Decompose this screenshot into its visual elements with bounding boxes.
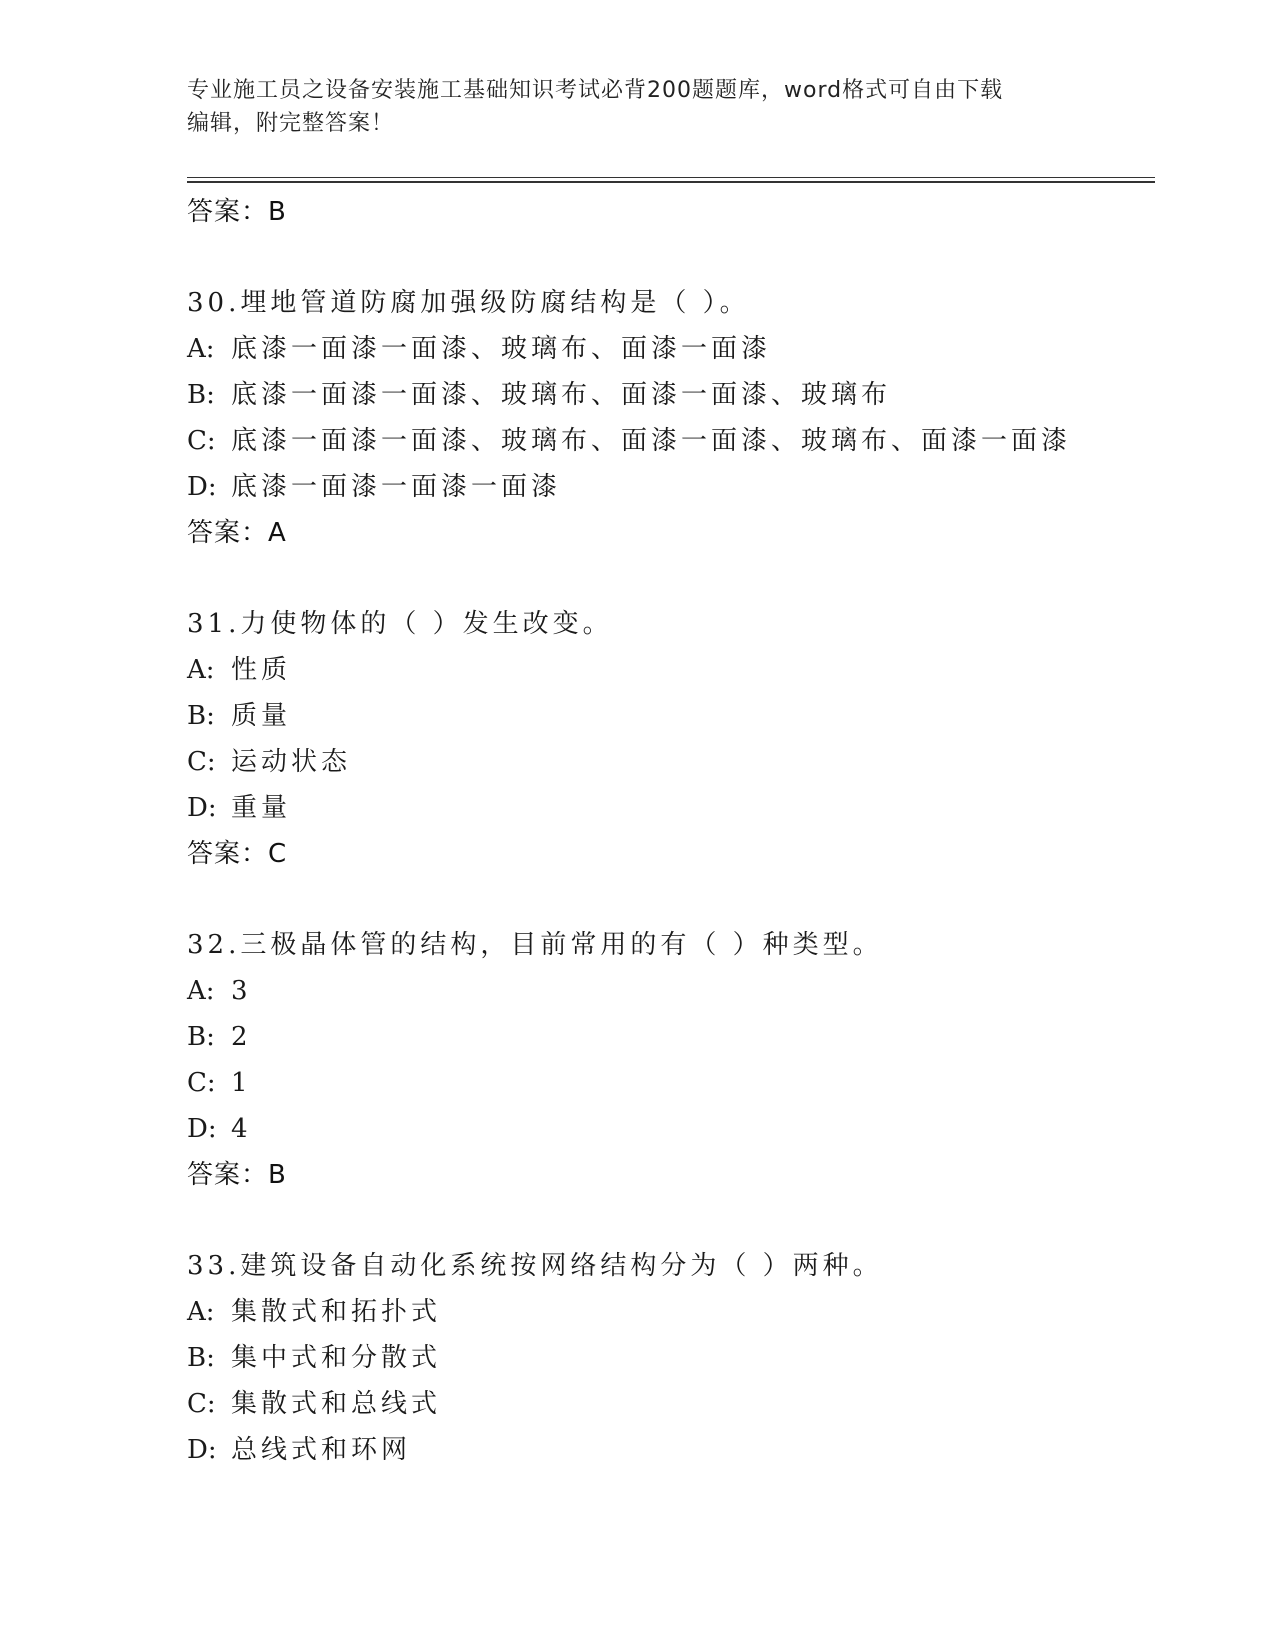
- option-a: [187, 968, 1187, 1014]
- option-text: 底漆一面漆一面漆、玻璃布、面漆一面漆、玻璃布、面漆一面漆: [231, 426, 1072, 456]
- answer-line: 答案：B: [187, 1160, 287, 1190]
- option-key: C:: [187, 1068, 216, 1098]
- question-list: [187, 189, 1187, 1473]
- option-b: [187, 372, 1187, 418]
- option-text: 2: [231, 1022, 252, 1052]
- question-block: [187, 1243, 1187, 1473]
- option-a: [187, 1289, 1187, 1335]
- option-b: [187, 1335, 1187, 1381]
- option-c: [187, 418, 1187, 464]
- header-title-line-2: 编辑，附完整答案！: [187, 111, 395, 136]
- option-text: 运动状态: [231, 747, 352, 777]
- option-key: B:: [187, 701, 215, 731]
- option-key: D:: [187, 793, 217, 823]
- option-text: 1: [231, 1068, 252, 1098]
- question-stem: 33.建筑设备自动化系统按网络结构分为（ ）两种。: [187, 1251, 883, 1281]
- option-b: [187, 693, 1187, 739]
- option-key: A:: [187, 1297, 215, 1327]
- option-text: 底漆一面漆一面漆一面漆: [231, 472, 562, 502]
- answer-line: 答案：A: [187, 518, 287, 548]
- question-stem: 32.三极晶体管的结构，目前常用的有（ ）种类型。: [187, 930, 883, 960]
- option-text: 质量: [231, 701, 292, 731]
- option-key: C:: [187, 747, 216, 777]
- option-key: A:: [187, 655, 215, 685]
- question-stem: 31.力使物体的（ ）发生改变。: [187, 609, 613, 639]
- option-text: 底漆一面漆一面漆、玻璃布、面漆一面漆: [231, 334, 772, 364]
- question-stem: 30.埋地管道防腐加强级防腐结构是（ ）。: [187, 288, 750, 318]
- option-key: A:: [187, 976, 215, 1006]
- option-text: 性质: [231, 655, 292, 685]
- previous-answer: 答案：B: [187, 197, 287, 227]
- option-a: [187, 326, 1187, 372]
- spacer: [187, 1198, 1187, 1243]
- option-text: 3: [231, 976, 252, 1006]
- option-text: 底漆一面漆一面漆、玻璃布、面漆一面漆、玻璃布: [231, 380, 892, 410]
- option-key: A:: [187, 334, 215, 364]
- option-d: [187, 464, 1187, 510]
- option-key: D:: [187, 1114, 217, 1144]
- option-text: 集中式和分散式: [231, 1343, 442, 1373]
- option-d: [187, 1106, 1187, 1152]
- option-key: B:: [187, 1022, 215, 1052]
- header-divider-thin: [187, 177, 1155, 178]
- option-text: 总线式和环网: [231, 1435, 412, 1465]
- option-d: [187, 1427, 1187, 1473]
- header-divider-thick: [187, 181, 1155, 183]
- option-c: [187, 739, 1187, 785]
- option-key: B:: [187, 1343, 215, 1373]
- option-c: [187, 1060, 1187, 1106]
- spacer: [187, 235, 1187, 280]
- option-text: 集散式和拓扑式: [231, 1297, 442, 1327]
- option-key: D:: [187, 1435, 217, 1465]
- spacer: [187, 877, 1187, 922]
- question-block: [187, 922, 1187, 1198]
- document-header: [187, 74, 1067, 140]
- question-block: [187, 601, 1187, 877]
- answer-line: 答案：C: [187, 839, 288, 869]
- option-a: [187, 647, 1187, 693]
- question-block: [187, 280, 1187, 556]
- header-title-line-1: 专业施工员之设备安装施工基础知识考试必背200题题库，word格式可自由下载: [187, 78, 1004, 103]
- option-text: 4: [231, 1114, 252, 1144]
- option-key: C:: [187, 426, 216, 456]
- option-d: [187, 785, 1187, 831]
- option-text: 重量: [231, 793, 292, 823]
- option-key: B:: [187, 380, 215, 410]
- option-key: D:: [187, 472, 217, 502]
- option-b: [187, 1014, 1187, 1060]
- option-key: C:: [187, 1389, 216, 1419]
- spacer: [187, 556, 1187, 601]
- option-text: 集散式和总线式: [231, 1389, 442, 1419]
- option-c: [187, 1381, 1187, 1427]
